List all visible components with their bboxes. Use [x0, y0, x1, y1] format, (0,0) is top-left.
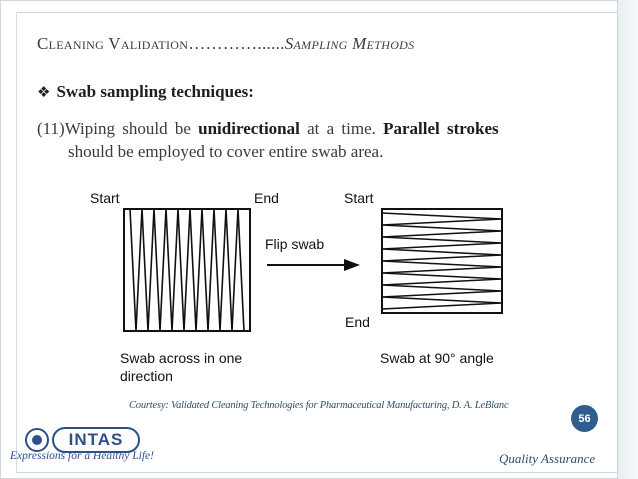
caption-right: Swab at 90° angle	[380, 350, 494, 366]
frame-line-top	[16, 12, 618, 13]
caption-left-line-1: Swab across in one	[120, 350, 243, 366]
right-end-label: End	[345, 314, 370, 330]
flip-swab-label: Flip swab	[265, 236, 325, 252]
diamond-bullet-icon: ❖	[37, 83, 51, 101]
left-end-label: End	[254, 190, 279, 206]
title-sub: Sampling Methods	[284, 34, 415, 53]
frame-line-bottom	[16, 472, 618, 473]
para-line-2: should be employed to cover entire swab area.	[68, 142, 384, 161]
logo-tagline: Expressions for a Healthy Life!	[10, 450, 154, 462]
para-mid: at a time.	[299, 119, 384, 138]
frame-line-left	[16, 12, 17, 473]
intas-logo-wordmark: INTAS	[52, 427, 140, 453]
swab-diagram	[82, 185, 562, 390]
right-start-label: Start	[344, 190, 374, 206]
para-bold-unidirectional: unidirectional	[198, 119, 300, 138]
page-number-badge: 56	[571, 405, 598, 432]
left-start-label: Start	[90, 190, 120, 206]
bullet-text: Swab sampling techniques:	[56, 82, 254, 101]
para-prefix: (11)Wiping should be	[37, 119, 199, 138]
footer-quality-assurance: Quality Assurance	[499, 451, 596, 466]
courtesy-note: Courtesy: Validated Cleaning Technologies for Pharmaceutical Manufacturing, D. A. LeBlanc	[129, 400, 509, 411]
bullet-heading	[37, 82, 254, 102]
para-line-1	[37, 117, 597, 140]
title-dots: …………......	[188, 34, 285, 53]
para-bold-parallel: Parallel strokes	[383, 119, 499, 138]
title-main: Cleaning Validation	[37, 34, 189, 53]
slide-side-bar	[617, 0, 638, 479]
left-zigzag-strokes	[130, 209, 244, 331]
body-paragraph	[37, 117, 597, 163]
arrow-right-icon	[344, 259, 360, 271]
slide-title	[37, 34, 414, 54]
caption-left-line-2: direction	[120, 368, 173, 384]
right-zigzag-strokes	[382, 213, 502, 309]
